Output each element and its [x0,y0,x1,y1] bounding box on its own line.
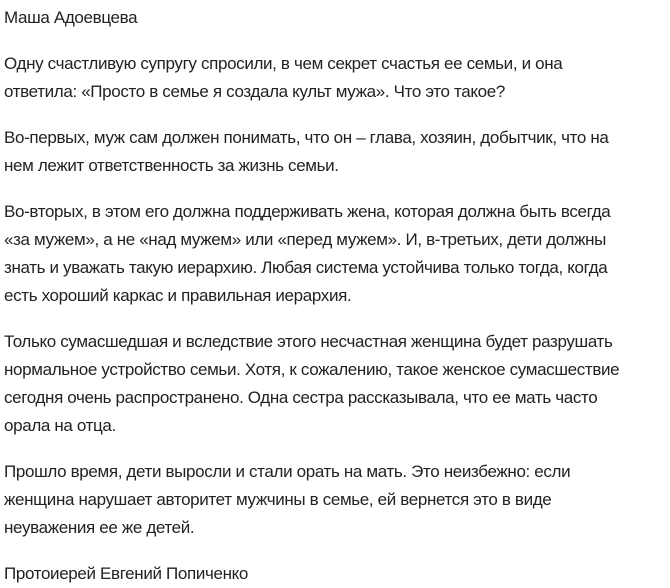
paragraph [4,124,670,180]
text-line: женщина нарушает авторитет мужчины в семье, ей вернется это в виде [4,490,552,509]
text-line: неуважения ее же детей. [4,518,195,537]
text-line: сегодня очень распространено. Одна сестра рассказывала, что ее мать часто [4,388,598,407]
paragraph [4,458,670,542]
text-line: Прошло время, дети выросли и стали орать на мать. Это неизбежно: если [4,462,571,481]
text-line: Одну счастливую супругу спросили, в чем секрет счастья ее семьи, и она [4,54,563,73]
text-line: нем лежит ответственность за жизнь семьи. [4,156,339,175]
text-line: «за мужем», а не «над мужем» или «перед мужем». И, в-третьих, дети должны [4,230,607,249]
paragraph [4,50,670,106]
text-line: ответила: «Просто в семье я создала культ мужа». Что это такое? [4,82,505,101]
text-line: знать и уважать такую иерархию. Любая система устойчива только тогда, когда [4,258,608,277]
text-line: есть хороший каркас и правильная иерархия. [4,286,352,305]
text-line: нормальное устройство семьи. Хотя, к сожалению, такое женское сумасшествие [4,360,620,379]
signature: Протоиерей Евгений Попиченко [4,564,248,583]
text-line: Во-первых, муж сам должен понимать, что он – глава, хозяин, добытчик, что на [4,128,609,147]
article-body [4,50,670,542]
author-line [4,4,670,32]
paragraph [4,198,670,310]
signature-line [4,560,670,588]
paragraph [4,328,670,440]
text-line: орала на отца. [4,416,116,435]
text-line: Во-вторых, в этом его должна поддерживать жена, которая должна быть всегда [4,202,611,221]
author-name: Маша Адоевцева [4,8,138,27]
text-line: Только сумасшедшая и вследствие этого несчастная женщина будет разрушать [4,332,613,351]
